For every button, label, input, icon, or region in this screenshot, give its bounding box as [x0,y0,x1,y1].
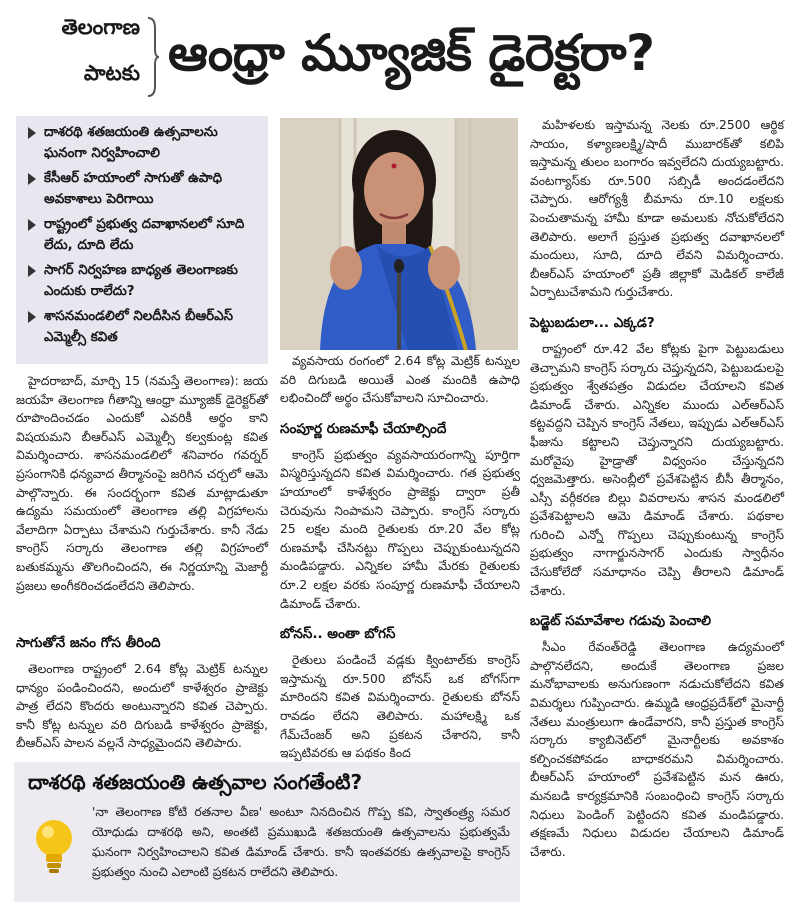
kicker-line-1: తెలంగాణ [61,15,140,39]
article-paragraph: వ్యవసాయ రంగంలో 2.64 కోట్ల మెట్రిక్ టన్నుల వరి దిగుబడి అయితే ఎంత మందికి ఉపాధి లభించిందో అర్థం చేసుకోవాలని సూచించారు. [280,354,520,406]
article-paragraph: రైతులు పండించే వడ్లకు క్వింటాల్‌కు కాంగ్రెస్ ఇస్తామన్న రూ.500 బోనస్ ఒక బోగస్‌గా మారిందని కవిత విమర్శించారు. రైతులకు బోనస్ రావడం లేదని తెలిపారు. మహాలక్ష్మి ఒక గేమ్‌చేంజర్ అని ప్రకటన చేశారని, కానీ ఇప్పటివరకు ఆ పథకం కింద [280,653,520,761]
highlight-text: రాష్ట్రంలో ప్రభుత్వ దవాఖానలలో సూది లేదు, దూది లేదు [44,217,245,253]
sidebar-box-title: దాశరథి శతజయంతి ఉత్సవాల సంగతేంటి? [28,770,363,794]
highlights-box [16,116,268,364]
article-paragraph: మహిళలకు ఇస్తామన్న నెలకు రూ.2500 ఆర్థిక సాయం, కళ్యాణలక్ష్మి/షాదీ ముబారక్‌తో కలిపి ఇస్తామన్న తులం బంగారం ఇవ్వలేదని దుయ్యబట్టారు. వంటగ్యాస్‌కు రూ.500 సబ్సిడీ అందడంలేదని చెప్పారు. ఆరోగ్యశ్రీ బీమాను రూ.10 లక్షలకు పెంచుతామన్న హామీ కూడా అమలుకు నోచుకోలేదని తెలిపారు. అలాగే ప్రస్తుత ప్రభుత్వ దవాఖానలలో మందులు, సూది, దూది లేవని విమర్శించారు. బీఆర్ఎస్ హయాంలో ప్రతీ జిల్లాకో మెడికల్ కాలేజీ ఏర్పాటుచేశామని గుర్తుచేశారు. [530,118,784,300]
article-paragraph: సీఎం రేవంత్‌రెడ్డి తెలంగాణ ఉద్యమంలో పాల్గొనలేదని, అందుకే తెలంగాణ ప్రజల మనోభావాలకు అనుగుణంగా నడుచుకోలేదని కవిత విమర్శలు గుప్పించారు. ఉమ్మడి ఆంధ్రప్రదేశ్‌లో మైనార్టీ నేతలు మంత్రులుగా ఉండేవారని, కానీ ప్రస్తుత కాంగ్రెస్ సర్కారు క్యాబినెట్‌లో మైనార్టీలకు అవకాశం కల్పించకపోవడం బాధాకరమని విమర్శించారు. బీఆర్ఎస్ హయాంలో ప్రవేశపెట్టిన మన ఊరు, మనబడి కార్యక్రమానికి సంబంధించి కాంగ్రెస్ సర్కారు నిధులు పెండింగ్ పెట్టిందని కవిత మండిపడ్డారు. తక్షణమే నిధులు విడుదల చేయాలని డిమాండ్ చేశారు. [530,640,784,859]
highlight-item [28,122,260,164]
curly-brace-icon [146,16,160,98]
section-subhead: బోనస్.. అంతా బోగస్ [280,626,396,643]
article-column-1 [16,372,268,630]
section-subhead: పెట్టుబడులా... ఎక్కడ? [530,314,655,331]
highlight-text: దాశరథి శతజయంతి ఉత్సవాలను ఘనంగా నిర్వహించాలి [44,125,218,161]
highlight-item [28,168,260,210]
headline-kicker [10,10,160,102]
section-subhead: సంపూర్ణ రుణమాఫీ చేయాల్సిందే [280,420,447,437]
sidebar-box [14,762,520,902]
speaker-photo [280,118,518,350]
highlight-item [28,214,260,256]
article-column-2 [280,352,520,761]
highlight-text: శాసనమండలిలో నిలదీసిన బీఆర్ఎస్ ఎమ్మెల్సీ కవిత [44,309,233,345]
article-column-3 [530,116,784,911]
triangle-bullet-icon [28,127,36,139]
article-paragraph: తెలంగాణ రాష్ట్రంలో 2.64 కోట్ల మెట్రిక్ టన్నుల ధాన్యం పండించిందని, అందులో కాళేశ్వరం ప్రాజెక్టు పాత్ర లేదని కొందరు అంటున్నారని కవిత చెప్పారు. కానీ కోట్ల టన్నుల వరి దిగుబడి కాళేశ్వరం ప్రాజెక్టు, బీఆర్ఎస్ పాలన వల్లనే సాధ్యమైందని తెలిపారు. [16,662,268,751]
article-paragraph: రాష్ట్రంలో రూ.42 వేల కోట్లకు పైగా పెట్టుబడులు తెచ్చామని కాంగ్రెస్ సర్కారు చెప్తున్నదని, పెట్టుబడులపై ప్రభుత్వం శ్వేతపత్రం విడుదల చేయాలని కవిత డిమాండ్ చేశారు. ఎన్నికల ముందు ఎల్ఆర్ఎస్ కట్టవద్దని చెప్పిన కాంగ్రెస్ నేతలు, ఇప్పుడు ఎల్ఆర్ఎస్ ఫీజును కట్టాలని చెప్తున్నారని దుయ్యబట్టారు. మరోవైపు హైడ్రాతో విధ్వంసం చేస్తున్నదని ధ్వజమెత్తారు. అసెంబ్లీలో ప్రవేశపెట్టిన బీసీ తీర్మానం, ఎస్సీ వర్గీకరణ బిల్లు వివరాలను శాసన మండలిలో ప్రవేశపెట్టాలని ఆమె డిమాండ్ చేశారు. పథకాల గురించి ఎన్నో గొప్పలు చెప్పుకుంటున్న కాంగ్రెస్ ప్రభుత్వం నాగార్జునసాగర్ ఎందుకు స్వాధీనం చేసుకోలేదో సమాధానం చెప్పి తీరాలని డిమాండ్ చేశారు. [530,341,784,598]
triangle-bullet-icon [28,173,36,185]
section-subhead: సాగుతోనే జనం గోస తీరింది [16,635,161,651]
kicker-line-2: పాటకు [83,61,140,85]
highlight-item [28,306,260,348]
highlight-item [28,260,260,302]
article-column-1-continued [16,622,268,752]
article-paragraph: కాంగ్రెస్ ప్రభుత్వం వ్యవసాయరంగాన్ని పూర్తిగా విస్మరిస్తున్నదని కవిత విమర్శించారు. గత ప్రభుత్వ హయాంలో కాళేశ్వరం ప్రాజెక్టు ద్వారా ప్రతీ చెరువును నింపామని చెప్పారు. కాంగ్రెస్ సర్కారు 25 లక్షల మంది రైతులకు రూ.20 వేల కోట్ల రుణమాఫీ చేసినట్టు గొప్పలు చెప్పుకుంటున్నదని మండిపడ్డారు. ఎన్నికల హామీ మేరకు రైతులకు రూ.2 లక్షల వరకు సంపూర్ణ రుణమాఫీ చేయాలని డిమాండ్ చేశారు. [280,447,520,611]
triangle-bullet-icon [28,265,36,277]
sidebar-box-body: 'నా తెలంగాణ కోటి రతనాల వీణ' అంటూ నినదించిన గొప్ప కవి, స్వాతంత్ర్య సమర యోధుడు దాశరథి అని, అంతటి ప్రముఖుడి శతజయంతి ఉత్సవాలను ప్రభుత్వమే ఘనంగా నిర్వహించాలని కవిత డిమాండ్ చేశారు. కానీ ఇంతవరకు ఉత్సవాలపై కాంగ్రెస్ ప్రభుత్వం నుంచి ఎలాంటి ప్రకటన రాలేదని తెలిపారు. [92,805,510,879]
article-paragraph: హైదరాబాద్, మార్చి 15 (నమస్తే తెలంగాణ): జయ జయహే తెలంగాణ గీతాన్ని ఆంధ్రా మ్యూజిక్ డైరెక్టర్‌తో రూపొందించడం ఎందుకో ఎవరికీ అర్థం కాని విషయమని బీఆర్ఎస్ ఎమ్మెల్సీ కల్వకుంట్ల కవిత విమర్శించారు. శాసనమండలిలో శనివారం గవర్నర్ ప్రసంగానికి ధన్యవాద తీర్మానంపై జరిగిన చర్చలో ఆమె పాల్గొన్నారు. ఈ సందర్భంగా కవిత మాట్లాడుతూ ఉద్యమ సమయంలో తెలంగాణ తల్లి విగ్రహాలను వేలాదిగా ఏర్పాటు చేశామని గుర్తుచేశారు. కానీ నేడు కాంగ్రెస్ సర్కారు తెలంగాణ తల్లి విగ్రహంలో బతుకమ్మను తొలగించిందని, ఈ నిర్ణయాన్ని మెజార్టీ ప్రజలు అంగీకరించడంలేదని తెలిపారు. [16,374,268,593]
lightbulb-icon [32,814,76,878]
speaker-illustration [280,118,518,350]
triangle-bullet-icon [28,311,36,323]
highlight-text: కేసీఆర్ హయాంలో సాగుతో ఉపాధి అవకాశాలు పెరిగాయి [44,171,223,207]
triangle-bullet-icon [28,219,36,231]
headline-title: ఆంధ్రా మ్యూజిక్ డైరెక్టరా? [168,24,655,82]
section-subhead: బడ్జెట్ సమావేశాల గడువు పెంచాలి [530,613,712,630]
highlight-text: సాగర్ నిర్వహణ బాధ్యత తెలంగాణకు ఎందుకు రాలేదు? [44,263,238,299]
